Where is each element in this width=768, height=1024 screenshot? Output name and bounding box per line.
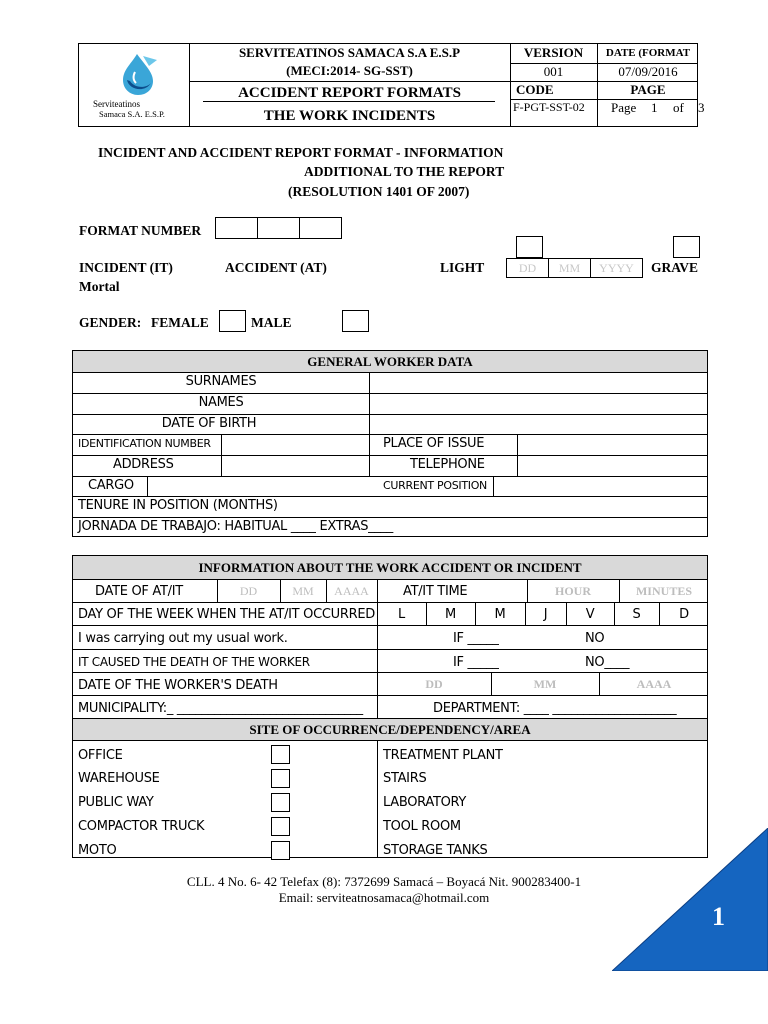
municipality-field[interactable]: MUNICIPALITY:_ ______________________________ — [78, 701, 363, 716]
date-of-label: DATE OF AT/IT — [95, 584, 183, 599]
site-warehouse-label: WAREHOUSE — [78, 771, 160, 786]
site-stairs-label: STAIRS — [383, 771, 427, 786]
version-value: 001 — [543, 64, 564, 79]
site-laboratory-label: LABORATORY — [383, 795, 467, 810]
telephone-label: TELEPHONE — [410, 457, 485, 472]
page-of: of — [673, 100, 684, 115]
site-section-header — [73, 718, 707, 741]
light-checkbox[interactable] — [516, 236, 543, 258]
site-tool-room-label: TOOL ROOM — [383, 819, 461, 834]
address-label: ADDRESS — [113, 457, 174, 472]
day-of-week-label: DAY OF THE WEEK WHEN THE AT/IT OCCURRED — [78, 607, 375, 622]
site-compactor-truck-checkbox[interactable] — [271, 817, 290, 836]
page-label: PAGE — [630, 82, 666, 97]
grave-label: GRAVE — [651, 260, 699, 275]
id-number-label: IDENTIFICATION NUMBER — [78, 437, 211, 450]
day-d[interactable]: D — [679, 607, 689, 622]
current-position-label: CURRENT POSITION — [383, 479, 487, 492]
site-moto-checkbox[interactable] — [271, 841, 290, 860]
day-m2[interactable]: M — [494, 607, 506, 622]
format-number-box-1[interactable] — [215, 217, 258, 239]
grave-checkbox[interactable] — [673, 236, 700, 258]
date-of-aaaa[interactable]: AAAA — [334, 584, 369, 598]
mortal-label: Mortal — [79, 279, 120, 294]
surnames-field[interactable] — [370, 373, 707, 392]
date-dd-box[interactable]: DD — [506, 258, 549, 278]
footer-email: Email: serviteatnosamaca@hotmail.com — [278, 890, 490, 905]
format-number-box-3[interactable] — [299, 217, 342, 239]
site-office-checkbox[interactable] — [271, 745, 290, 764]
male-label: MALE — [251, 315, 292, 330]
female-label: FEMALE — [151, 315, 209, 330]
date-value: 07/09/2016 — [618, 64, 678, 79]
place-issue-label: PLACE OF ISSUE — [383, 436, 485, 451]
surnames-label: SURNAMES — [185, 374, 257, 389]
page-badge-number: 1 — [712, 902, 725, 931]
worker-data-table — [72, 350, 708, 537]
accident-info-table — [72, 555, 708, 858]
day-j[interactable]: J — [543, 607, 548, 622]
page-word: Page — [611, 100, 637, 115]
report-title-2: ADDITIONAL TO THE REPORT — [304, 164, 505, 179]
worker-section-header — [73, 351, 707, 372]
site-public-way-label: PUBLIC WAY — [78, 795, 154, 810]
format-number-box-2[interactable] — [257, 217, 300, 239]
page-number: 1 — [651, 100, 658, 115]
names-label: NAMES — [198, 395, 244, 410]
day-s[interactable]: S — [632, 607, 641, 622]
usual-work-no[interactable]: NO — [585, 631, 605, 646]
site-section-title: SITE OF OCCURRENCE/DEPENDENCY/AREA — [249, 722, 531, 737]
names-field[interactable] — [370, 394, 707, 413]
site-public-way-checkbox[interactable] — [271, 793, 290, 812]
site-storage-tanks-label: STORAGE TANKS — [383, 843, 488, 858]
jornada-label: JORNADA DE TRABAJO: HABITUAL ____ EXTRAS____ — [78, 519, 393, 534]
gender-label: GENDER: — [79, 315, 142, 330]
usual-work-label: I was carrying out my usual work. — [78, 631, 288, 646]
company-logo — [97, 50, 177, 102]
caused-death-if[interactable]: IF _____ — [453, 655, 499, 670]
light-label: LIGHT — [440, 260, 485, 275]
logo-text-1: Serviteatinos — [93, 99, 140, 109]
site-treatment-plant-label: TREATMENT PLANT — [383, 748, 503, 763]
death-date-dd[interactable]: DD — [425, 677, 443, 691]
site-office-label: OFFICE — [78, 748, 123, 763]
worker-section-title: GENERAL WORKER DATA — [307, 354, 473, 369]
date-yyyy-box[interactable]: YYYY — [590, 258, 643, 278]
day-l[interactable]: L — [398, 607, 405, 622]
dob-label: DATE OF BIRTH — [161, 416, 257, 431]
day-m1[interactable]: M — [445, 607, 456, 622]
day-v[interactable]: V — [585, 607, 595, 622]
page-badge — [612, 828, 768, 971]
date-label: DATE (FORMAT — [605, 47, 691, 59]
format-number-label: FORMAT NUMBER — [79, 223, 202, 238]
cargo-label: CARGO — [88, 478, 134, 493]
death-date-mm[interactable]: MM — [533, 677, 557, 691]
doc-title-1: ACCIDENT REPORT FORMATS — [238, 85, 461, 101]
accident-section-header — [73, 556, 707, 579]
death-date-aaaa[interactable]: AAAA — [636, 677, 672, 691]
time-label: AT/IT TIME — [403, 584, 468, 599]
site-warehouse-checkbox[interactable] — [271, 769, 290, 788]
site-compactor-truck-label: COMPACTOR TRUCK — [78, 819, 205, 834]
death-date-label: DATE OF THE WORKER'S DEATH — [78, 678, 278, 693]
management-system: (MECI:2014- SG-SST) — [286, 63, 413, 78]
time-hour[interactable]: HOUR — [555, 584, 591, 598]
page-total: 3 — [698, 100, 705, 115]
company-name: SERVITEATINOS SAMACA S.A E.S.P — [238, 45, 461, 60]
logo-text-2: Samaca S.A. E.S.P. — [99, 109, 165, 119]
site-moto-label: MOTO — [78, 843, 117, 858]
date-mm-box[interactable]: MM — [548, 258, 591, 278]
time-minutes[interactable]: MINUTES — [635, 584, 692, 598]
doc-title-2: THE WORK INCIDENTS — [263, 108, 436, 124]
code-label: CODE — [516, 82, 554, 97]
usual-work-if[interactable]: IF _____ — [453, 631, 499, 646]
report-title-3: (RESOLUTION 1401 OF 2007) — [288, 184, 470, 199]
caused-death-no[interactable]: NO____ — [585, 655, 630, 670]
report-title-1: INCIDENT AND ACCIDENT REPORT FORMAT - INFORMATION — [98, 145, 504, 160]
tenure-label: TENURE IN POSITION (MONTHS) — [78, 498, 278, 513]
footer-address: CLL. 4 No. 6- 42 Telefax (8): 7372699 Samacá – Boyacá Nit. 900283400-1 — [186, 874, 582, 889]
accident-label: ACCIDENT (AT) — [225, 260, 327, 275]
version-label: VERSION — [523, 45, 584, 60]
code-value: F-PGT-SST-02 — [513, 100, 585, 114]
female-checkbox[interactable] — [219, 310, 246, 332]
accident-section-title: INFORMATION ABOUT THE WORK ACCIDENT OR INCIDENT — [198, 560, 582, 575]
document-header — [78, 43, 705, 127]
department-field[interactable]: DEPARTMENT: ____ ____________________ — [433, 701, 677, 716]
caused-death-label: IT CAUSED THE DEATH OF THE WORKER — [78, 655, 310, 669]
dob-field[interactable] — [370, 415, 707, 433]
date-of-dd[interactable]: DD — [239, 584, 258, 598]
male-checkbox[interactable] — [342, 310, 369, 332]
date-of-mm[interactable]: MM — [292, 584, 314, 598]
incident-label: INCIDENT (IT) — [79, 260, 173, 275]
